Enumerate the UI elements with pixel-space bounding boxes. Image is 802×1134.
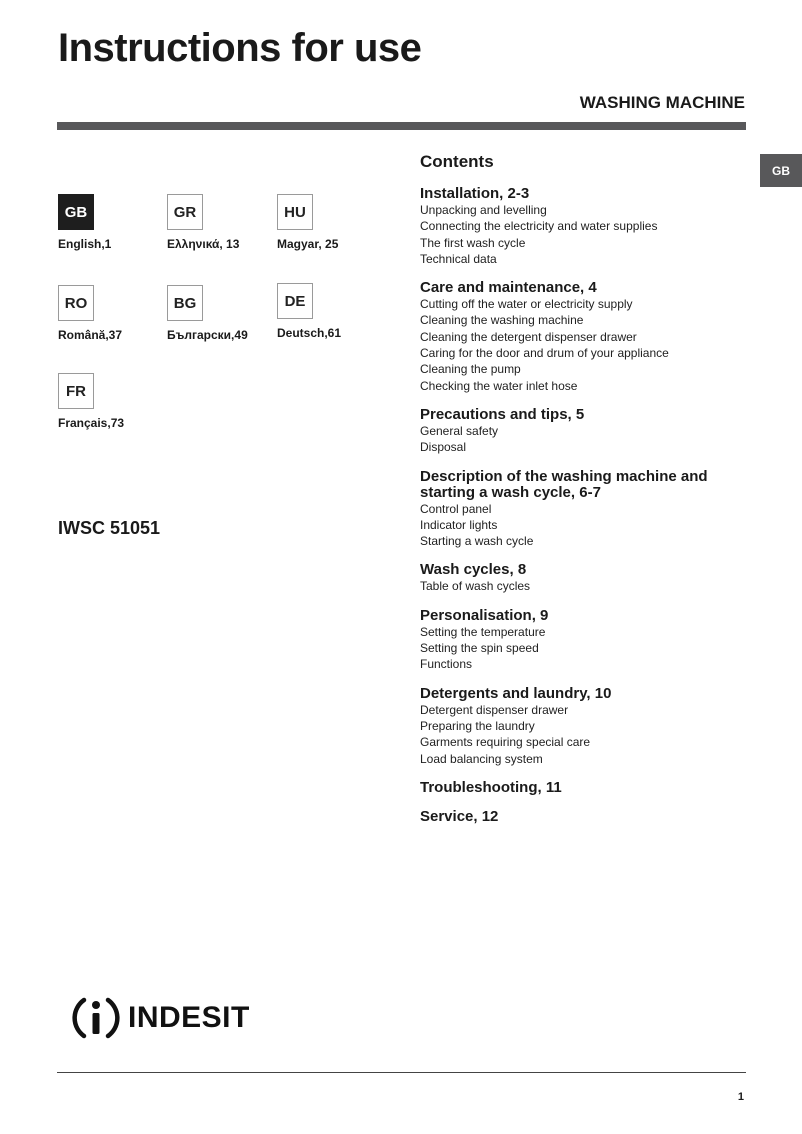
- page-number: 1: [737, 1091, 744, 1103]
- section-item[interactable]: Table of wash cycles: [420, 579, 531, 594]
- contents-section: [420, 562, 750, 594]
- section-heading[interactable]: Wash cycles, 8: [420, 561, 527, 579]
- language-de[interactable]: [277, 283, 387, 340]
- section-item[interactable]: Connecting the electricity and water supplies: [420, 219, 658, 234]
- brand-logo: [70, 992, 250, 1044]
- page-title: Instructions for use: [58, 26, 422, 70]
- contents-section: [420, 407, 750, 456]
- section-heading[interactable]: Installation, 2-3: [420, 185, 530, 202]
- language-name: Ελληνικά, 13: [167, 237, 240, 251]
- contents-title: Contents: [420, 152, 494, 171]
- section-item[interactable]: Unpacking and levelling: [420, 203, 547, 217]
- section-item[interactable]: Setting the temperature: [420, 624, 546, 639]
- section-heading[interactable]: Detergents and laundry, 10: [420, 684, 612, 702]
- header-rule: [57, 122, 746, 130]
- section-item[interactable]: Technical data: [420, 251, 497, 266]
- section-item[interactable]: Functions: [420, 657, 473, 672]
- model-number: IWSC 51051: [58, 518, 161, 538]
- contents-section: [420, 280, 750, 394]
- section-item[interactable]: Setting the spin speed: [420, 641, 539, 656]
- section-item[interactable]: Control panel: [420, 501, 492, 516]
- indesit-logo-icon: [70, 992, 122, 1044]
- section-item[interactable]: Disposal: [420, 440, 467, 455]
- language-code-box: GR: [167, 194, 203, 230]
- language-name: Български,49: [167, 328, 248, 342]
- contents-section: [420, 780, 750, 796]
- section-item[interactable]: Garments requiring special care: [420, 735, 591, 750]
- contents-section: [420, 608, 750, 673]
- section-item[interactable]: Detergent dispenser drawer: [420, 702, 569, 717]
- footer-rule: [57, 1072, 746, 1073]
- section-item[interactable]: Cutting off the water or electricity supply: [420, 297, 633, 312]
- language-code-box: DE: [277, 283, 313, 319]
- brand-name: INDESIT: [128, 1001, 250, 1034]
- section-heading[interactable]: Description of the washing machine and starting a wash cycle, 6-7: [420, 467, 708, 501]
- language-tab: GB: [760, 154, 802, 187]
- table-of-contents: [420, 186, 750, 838]
- language-hu[interactable]: [277, 194, 387, 251]
- language-name: Deutsch,61: [277, 326, 342, 340]
- language-name: Română,37: [58, 328, 123, 342]
- language-ro[interactable]: [58, 285, 168, 342]
- section-item[interactable]: Cleaning the pump: [420, 362, 521, 377]
- language-name: English,1: [58, 237, 112, 251]
- section-item[interactable]: Starting a wash cycle: [420, 534, 534, 549]
- language-name: Français,73: [58, 416, 125, 430]
- section-item[interactable]: The first wash cycle: [420, 235, 526, 250]
- contents-section: [420, 686, 750, 767]
- language-code-box: RO: [58, 285, 94, 321]
- section-heading[interactable]: Precautions and tips, 5: [420, 405, 585, 423]
- section-item[interactable]: Load balancing system: [420, 751, 543, 766]
- section-item[interactable]: Cleaning the washing machine: [420, 313, 584, 328]
- section-item[interactable]: Preparing the laundry: [420, 718, 535, 733]
- language-fr[interactable]: [58, 373, 168, 430]
- section-heading[interactable]: Troubleshooting, 11: [420, 778, 562, 796]
- language-gr[interactable]: [167, 194, 277, 251]
- section-item[interactable]: General safety: [420, 423, 499, 438]
- language-name: Magyar, 25: [277, 237, 339, 251]
- section-item[interactable]: Checking the water inlet hose: [420, 378, 578, 393]
- language-code-box: GB: [58, 194, 94, 230]
- contents-section: [420, 809, 750, 825]
- language-code-box: BG: [167, 285, 203, 321]
- language-gb[interactable]: [58, 194, 168, 251]
- language-code-box: HU: [277, 194, 313, 230]
- contents-section: [420, 186, 750, 267]
- section-heading[interactable]: Personalisation, 9: [420, 606, 549, 624]
- section-item[interactable]: Caring for the door and drum of your appliance: [420, 346, 669, 361]
- section-item[interactable]: Indicator lights: [420, 517, 498, 532]
- section-heading[interactable]: Care and maintenance, 4: [420, 279, 597, 297]
- section-heading[interactable]: Service, 12: [420, 807, 499, 825]
- contents-section: [420, 469, 750, 550]
- product-type: WASHING MACHINE: [579, 93, 745, 112]
- language-code-box: FR: [58, 373, 94, 409]
- language-bg[interactable]: [167, 285, 277, 342]
- section-item[interactable]: Cleaning the detergent dispenser drawer: [420, 329, 637, 344]
